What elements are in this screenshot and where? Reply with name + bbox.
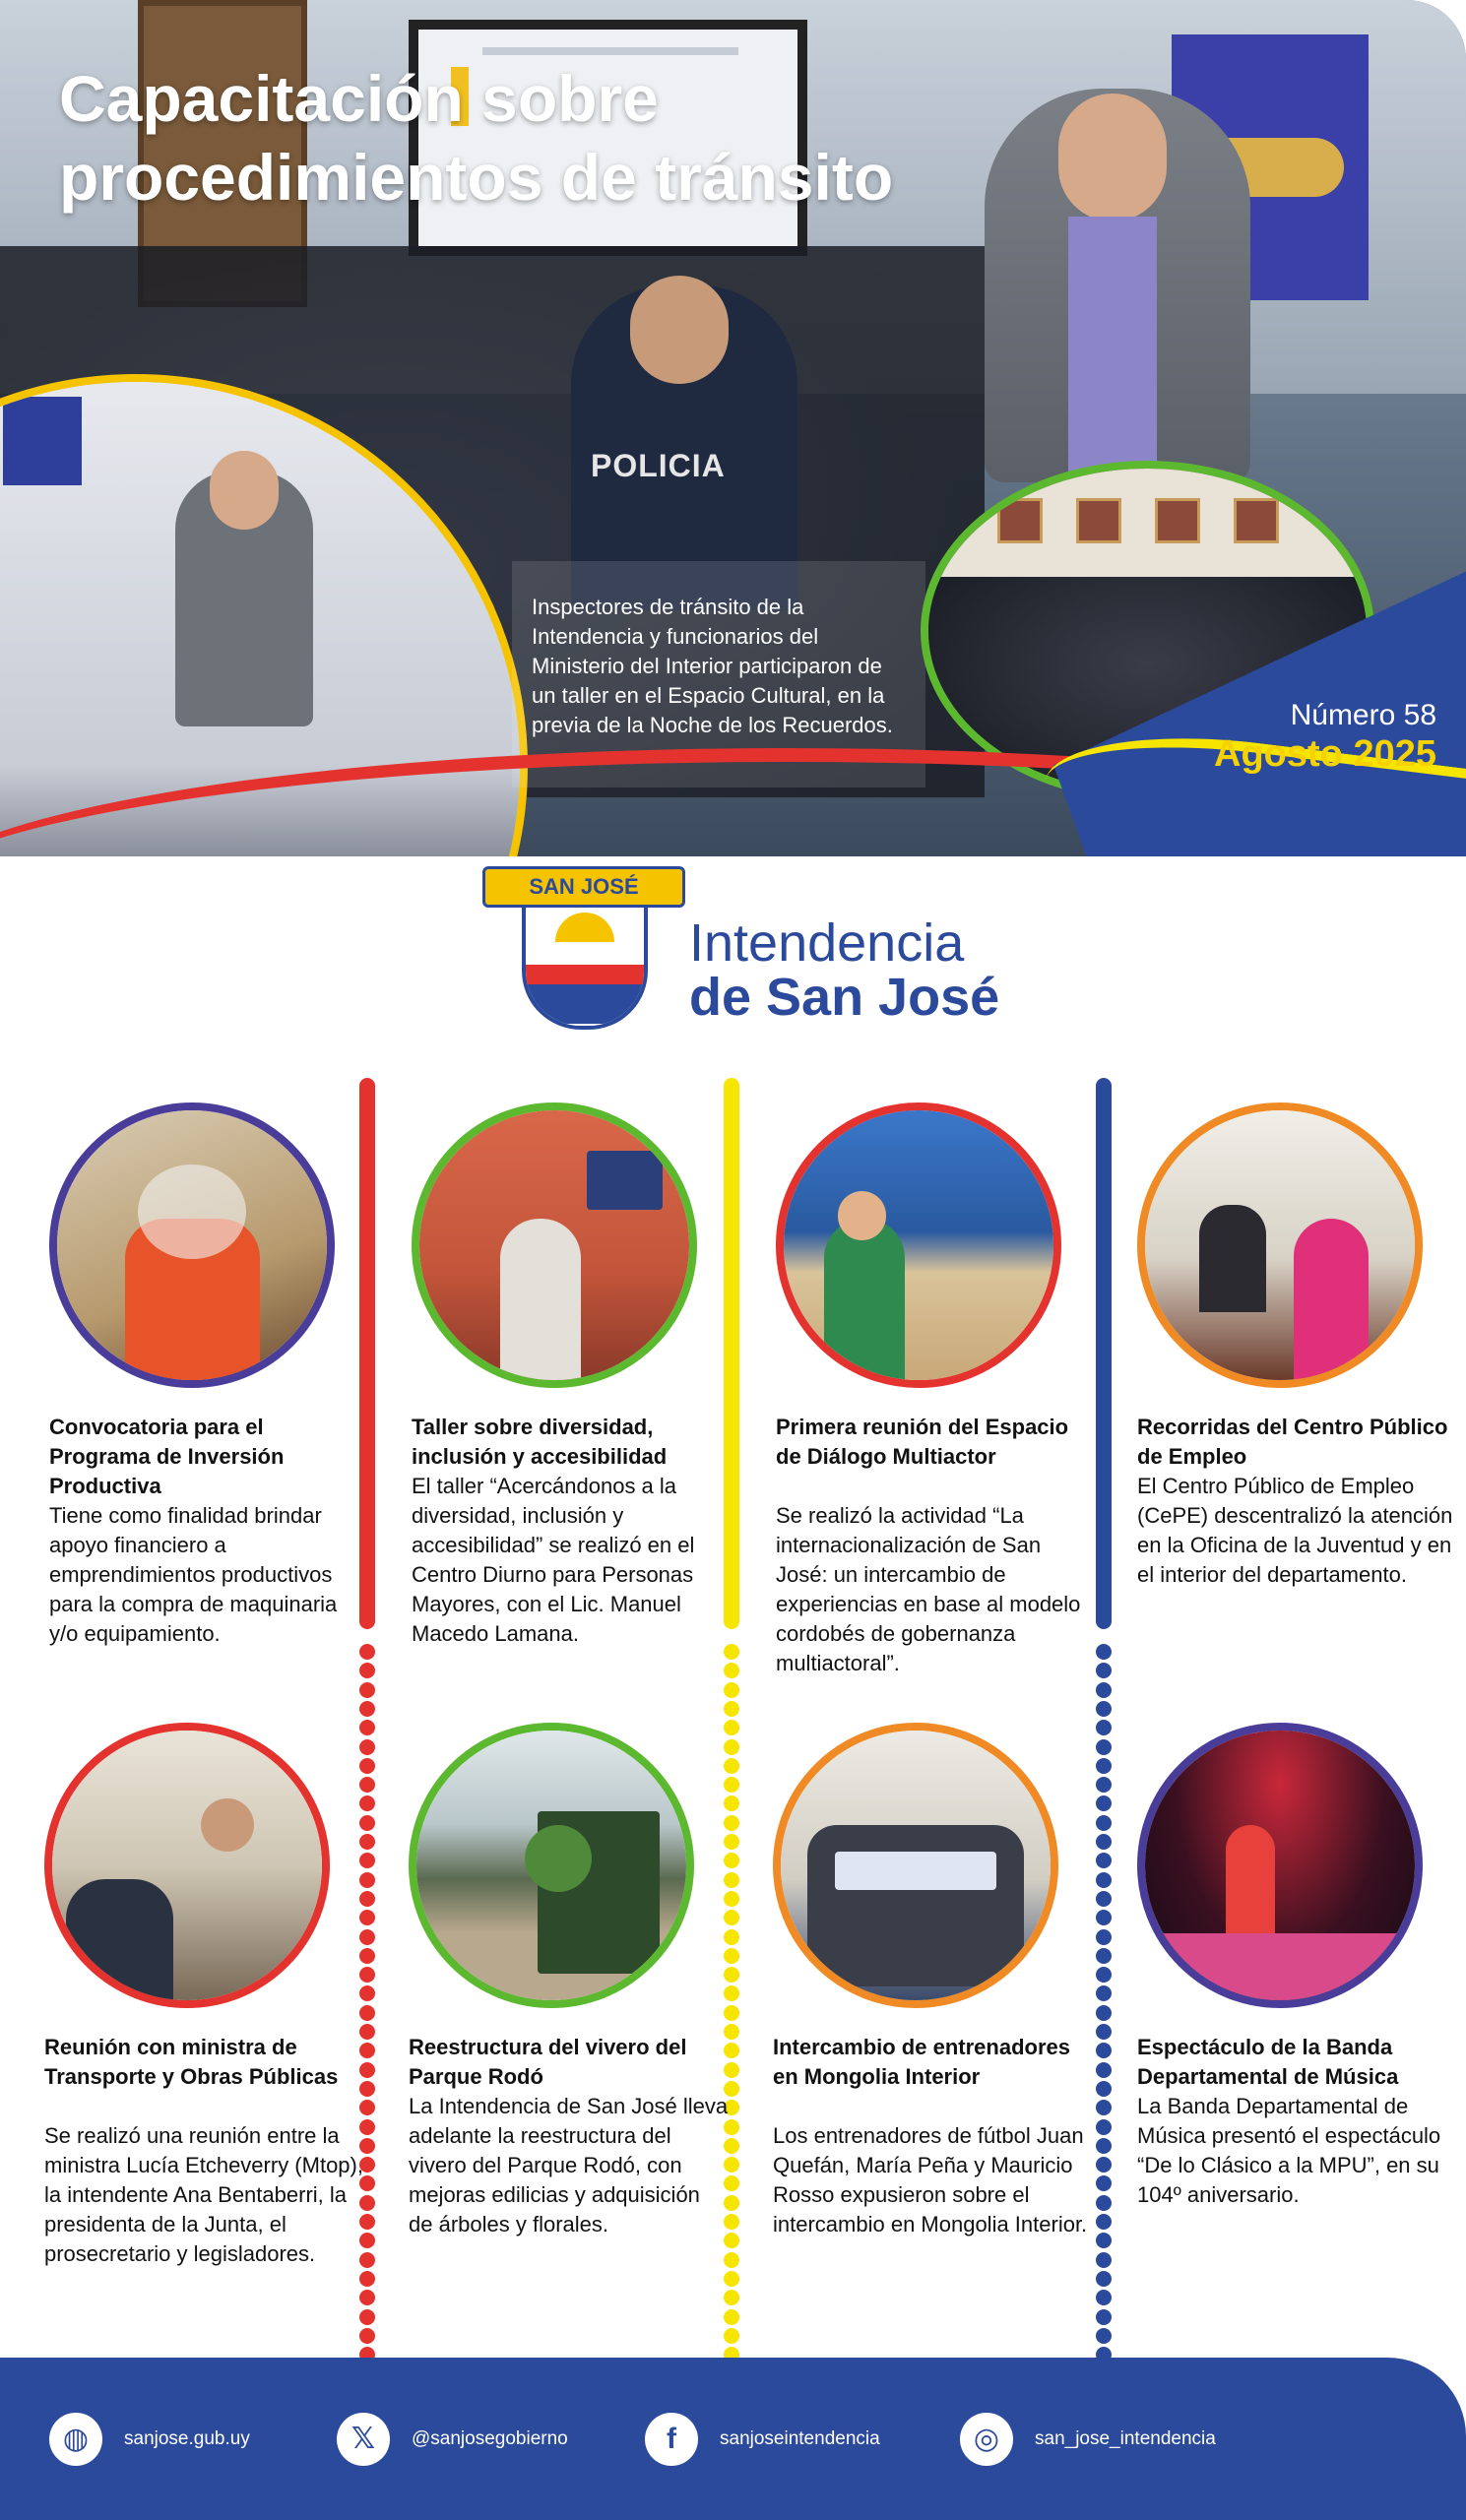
card-photo bbox=[409, 1723, 694, 2008]
hero-photo-screen-detail bbox=[482, 47, 738, 55]
divider-dot bbox=[724, 1701, 739, 1717]
divider-dot bbox=[1096, 2328, 1112, 2344]
card-title: Intercambio de entrenadores en Mongolia Interior bbox=[773, 2035, 1070, 2089]
social-web[interactable] bbox=[49, 2412, 250, 2467]
divider-dot bbox=[1096, 2290, 1112, 2305]
divider-dot bbox=[359, 1701, 375, 1717]
divider-dot bbox=[1096, 1872, 1112, 1888]
divider-dot bbox=[724, 1758, 739, 1774]
photo-subject bbox=[1294, 1219, 1370, 1380]
hero-photo-speaker-head bbox=[1058, 94, 1167, 221]
divider-dot bbox=[1096, 2195, 1112, 2211]
photo-detail bbox=[587, 1151, 663, 1210]
hero-caption: Inspectores de tránsito de la Intendencia y funcionarios del Ministerio del Interior participaron de un taller en el Espacio Cultural, en la previa de la Noche de los Recuerdos. bbox=[532, 595, 893, 737]
divider-dot bbox=[1096, 1815, 1112, 1831]
instagram-icon: ◎ bbox=[960, 2413, 1013, 2466]
divider-dot bbox=[724, 2005, 739, 2021]
divider-dot bbox=[359, 1948, 375, 1964]
divider-dot bbox=[724, 1815, 739, 1831]
social-facebook-label[interactable]: sanjoseintendencia bbox=[720, 2428, 880, 2449]
inset-photo-painting bbox=[997, 498, 1043, 543]
divider-dot bbox=[724, 1739, 739, 1755]
card-body: El Centro Público de Empleo (CePE) descentralizó la atención en la Oficina de la Juventud y en el interior del departamento. bbox=[1137, 1474, 1453, 1587]
divider-dot bbox=[1096, 2309, 1112, 2325]
x-logo-icon: 𝕏 bbox=[337, 2413, 390, 2466]
card-body: Los entrenadores de fútbol Juan Quefán, María Peña y Mauricio Rosso expusieron sobre el intercambio en Mongolia Interior. bbox=[773, 2123, 1088, 2236]
social-x[interactable] bbox=[337, 2412, 568, 2467]
divider-dot bbox=[359, 1682, 375, 1698]
divider-dot bbox=[724, 1777, 739, 1793]
divider-dot bbox=[724, 1853, 739, 1868]
hero-banner bbox=[0, 0, 1466, 856]
inset-photo-speaker-head bbox=[210, 451, 279, 530]
divider-dot bbox=[1096, 1948, 1112, 1964]
divider-dot bbox=[724, 2271, 739, 2287]
card-title: Reestructura del vivero del Parque Rodó bbox=[409, 2035, 687, 2089]
divider-dot bbox=[359, 1815, 375, 1831]
divider-dot bbox=[1096, 2138, 1112, 2154]
inset-photo-wall bbox=[928, 469, 1367, 577]
divider-dot bbox=[724, 1682, 739, 1698]
divider-dot bbox=[359, 2005, 375, 2021]
social-web-label[interactable]: sanjose.gub.uy bbox=[124, 2428, 250, 2449]
hero-photo-officer-head bbox=[630, 276, 729, 384]
card-body: La Banda Departamental de Música presentó el espectáculo “De lo Clásico a la MPU”, en su 104º aniversario. bbox=[1137, 2094, 1441, 2207]
photo-detail bbox=[525, 1825, 593, 1893]
divider-dot bbox=[724, 1985, 739, 2001]
divider-dot bbox=[724, 1663, 739, 1678]
divider-dot bbox=[724, 2328, 739, 2344]
logo-name-line1: Intendencia bbox=[689, 914, 965, 973]
shield-stripe bbox=[526, 965, 644, 984]
divider-dot bbox=[359, 1872, 375, 1888]
divider-dot bbox=[359, 2271, 375, 2287]
divider-dot bbox=[1096, 2119, 1112, 2135]
hero-title: Capacitación sobre procedimientos de tránsito bbox=[59, 62, 894, 214]
divider-dot bbox=[1096, 1682, 1112, 1698]
divider-dot bbox=[359, 1758, 375, 1774]
inset-photo-painting bbox=[1155, 498, 1200, 543]
divider-dot bbox=[724, 2290, 739, 2305]
card-photo bbox=[49, 1102, 335, 1388]
card-title: Convocatoria para el Programa de Inversión Productiva bbox=[49, 1415, 285, 1498]
divider-dot bbox=[359, 1739, 375, 1755]
divider-dot bbox=[1096, 2252, 1112, 2268]
social-facebook[interactable] bbox=[645, 2412, 880, 2467]
divider-dot bbox=[359, 1796, 375, 1811]
divider-dot bbox=[1096, 1891, 1112, 1907]
photo-subject bbox=[66, 1879, 174, 2008]
hero-photo-speaker-shirt bbox=[1068, 217, 1157, 472]
divider-dot bbox=[1096, 1644, 1112, 1660]
divider-dot bbox=[1096, 1853, 1112, 1868]
divider-dot bbox=[359, 1853, 375, 1868]
divider-dot bbox=[724, 1967, 739, 1983]
divider-dot bbox=[359, 1663, 375, 1678]
divider-dot bbox=[1096, 1985, 1112, 2001]
divider-dot bbox=[1096, 1929, 1112, 1945]
divider-dot bbox=[1096, 2271, 1112, 2287]
facebook-icon: f bbox=[645, 2413, 698, 2466]
card-title: Reunión con ministra de Transporte y Obras Públicas bbox=[44, 2035, 339, 2089]
divider-dot bbox=[1096, 1739, 1112, 1755]
social-instagram-label[interactable]: san_jose_intendencia bbox=[1035, 2428, 1216, 2449]
photo-detail bbox=[138, 1165, 246, 1259]
globe-icon: ◍ bbox=[49, 2413, 102, 2466]
divider-bar bbox=[1096, 1078, 1112, 1629]
divider-dot bbox=[724, 1948, 739, 1964]
divider-dot bbox=[1096, 1796, 1112, 1811]
inset-photo-painting bbox=[1076, 498, 1121, 543]
shield-stripe bbox=[526, 984, 644, 1024]
divider-dot bbox=[1096, 2214, 1112, 2230]
coat-of-arms-ribbon: SAN JOSÉ bbox=[482, 866, 685, 908]
divider-dot bbox=[724, 2309, 739, 2325]
inset-photo-banner bbox=[3, 397, 82, 485]
issue-date: Agosto 2025 bbox=[1214, 733, 1436, 775]
photo-subject bbox=[807, 1825, 1023, 1986]
photo-subject bbox=[500, 1219, 581, 1380]
divider-dot bbox=[359, 1929, 375, 1945]
divider-dot bbox=[359, 1985, 375, 2001]
divider-dot bbox=[1096, 1701, 1112, 1717]
divider-dot bbox=[359, 1777, 375, 1793]
card-body: Tiene como finalidad brindar apoyo financiero a emprendimientos productivos para la compra de maquinaria y/o equipamiento. bbox=[49, 1503, 338, 1646]
card-photo bbox=[773, 1723, 1058, 2008]
divider-dot bbox=[1096, 2100, 1112, 2115]
card-title: Primera reunión del Espacio de Diálogo Multiactor bbox=[776, 1415, 1069, 1469]
photo-detail bbox=[1199, 1205, 1267, 1313]
divider-dot bbox=[1096, 2005, 1112, 2021]
shield-stripe bbox=[526, 945, 644, 965]
shield-sun bbox=[555, 913, 614, 942]
divider-dot bbox=[359, 2328, 375, 2344]
divider-dot bbox=[359, 2100, 375, 2115]
card-title: Recorridas del Centro Público de Empleo bbox=[1137, 1415, 1448, 1469]
photo-subject bbox=[824, 1219, 905, 1380]
divider-dot bbox=[359, 1834, 375, 1850]
divider-dot bbox=[1096, 1967, 1112, 1983]
divider-dot bbox=[1096, 2157, 1112, 2173]
card-body: La Intendencia de San José lleva adelante la reestructura del vivero del Parque Rodó, con mejoras edilicias y adquisición de árboles y florales. bbox=[409, 2094, 729, 2236]
issue-number: Número 58 bbox=[1290, 699, 1436, 731]
divider-dot bbox=[1096, 1834, 1112, 1850]
divider-dot bbox=[1096, 2062, 1112, 2078]
divider-dot bbox=[1096, 1663, 1112, 1678]
divider-dot bbox=[1096, 1720, 1112, 1735]
divider-dot bbox=[359, 2309, 375, 2325]
card-photo bbox=[412, 1102, 697, 1388]
card-title: Taller sobre diversidad, inclusión y accesibilidad bbox=[412, 1415, 668, 1469]
divider-dot bbox=[724, 1910, 739, 1925]
card-body: Se realizó la actividad “La internacionalización de San José: un intercambio de experiencias en base al modelo cordobés de gobernanza multiactoral”. bbox=[776, 1503, 1081, 1675]
divider-dot bbox=[1096, 2233, 1112, 2248]
divider-dot bbox=[359, 1720, 375, 1735]
divider-dot bbox=[1096, 2081, 1112, 2097]
social-x-label[interactable]: @sanjosegobierno bbox=[412, 2428, 568, 2449]
logo-name-line2: de San José bbox=[689, 968, 1000, 1027]
card-photo bbox=[44, 1723, 330, 2008]
photo-detail bbox=[838, 1191, 886, 1239]
divider-dot bbox=[724, 1834, 739, 1850]
divider-dot bbox=[359, 1891, 375, 1907]
card-photo bbox=[1137, 1723, 1423, 2008]
divider-dot bbox=[1096, 2175, 1112, 2191]
divider-dot bbox=[1096, 1777, 1112, 1793]
photo-detail bbox=[1145, 1933, 1415, 2001]
photo-detail bbox=[835, 1852, 996, 1889]
divider-dot bbox=[359, 1967, 375, 1983]
card-photo bbox=[776, 1102, 1061, 1388]
hero-photo-police-text: POLICIA bbox=[591, 448, 726, 483]
divider-dot bbox=[724, 2252, 739, 2268]
card-title: Espectáculo de la Banda Departamental de Música bbox=[1137, 2035, 1399, 2089]
inset-photo-painting bbox=[1234, 498, 1279, 543]
social-instagram[interactable] bbox=[960, 2412, 1216, 2467]
card-body: El taller “Acercándonos a la diversidad, inclusión y accesibilidad” se realizó en el Centro Diurno para Personas Mayores, con el Lic. Manuel Macedo Lamana. bbox=[412, 1474, 695, 1646]
divider-dot bbox=[359, 1910, 375, 1925]
divider-dot bbox=[724, 1796, 739, 1811]
photo-background bbox=[1145, 1110, 1415, 1380]
divider-dot bbox=[1096, 1758, 1112, 1774]
divider-dot bbox=[724, 1872, 739, 1888]
divider-dot bbox=[1096, 1910, 1112, 1925]
divider-dot bbox=[724, 1929, 739, 1945]
divider-dot bbox=[359, 2290, 375, 2305]
divider-dot bbox=[1096, 2024, 1112, 2040]
intendencia-logo bbox=[482, 866, 1014, 1043]
card-photo bbox=[1137, 1102, 1423, 1388]
card-body: Se realizó una reunión entre la ministra Lucía Etcheverry (Mtop), la intendente Ana Bentaberri, la presidenta de la Junta, el prosecretario y legisladores. bbox=[44, 2123, 363, 2266]
divider-dot bbox=[724, 1891, 739, 1907]
divider-dot bbox=[1096, 2043, 1112, 2058]
footer-social-bar bbox=[0, 2358, 1466, 2520]
divider-dot bbox=[724, 1720, 739, 1735]
